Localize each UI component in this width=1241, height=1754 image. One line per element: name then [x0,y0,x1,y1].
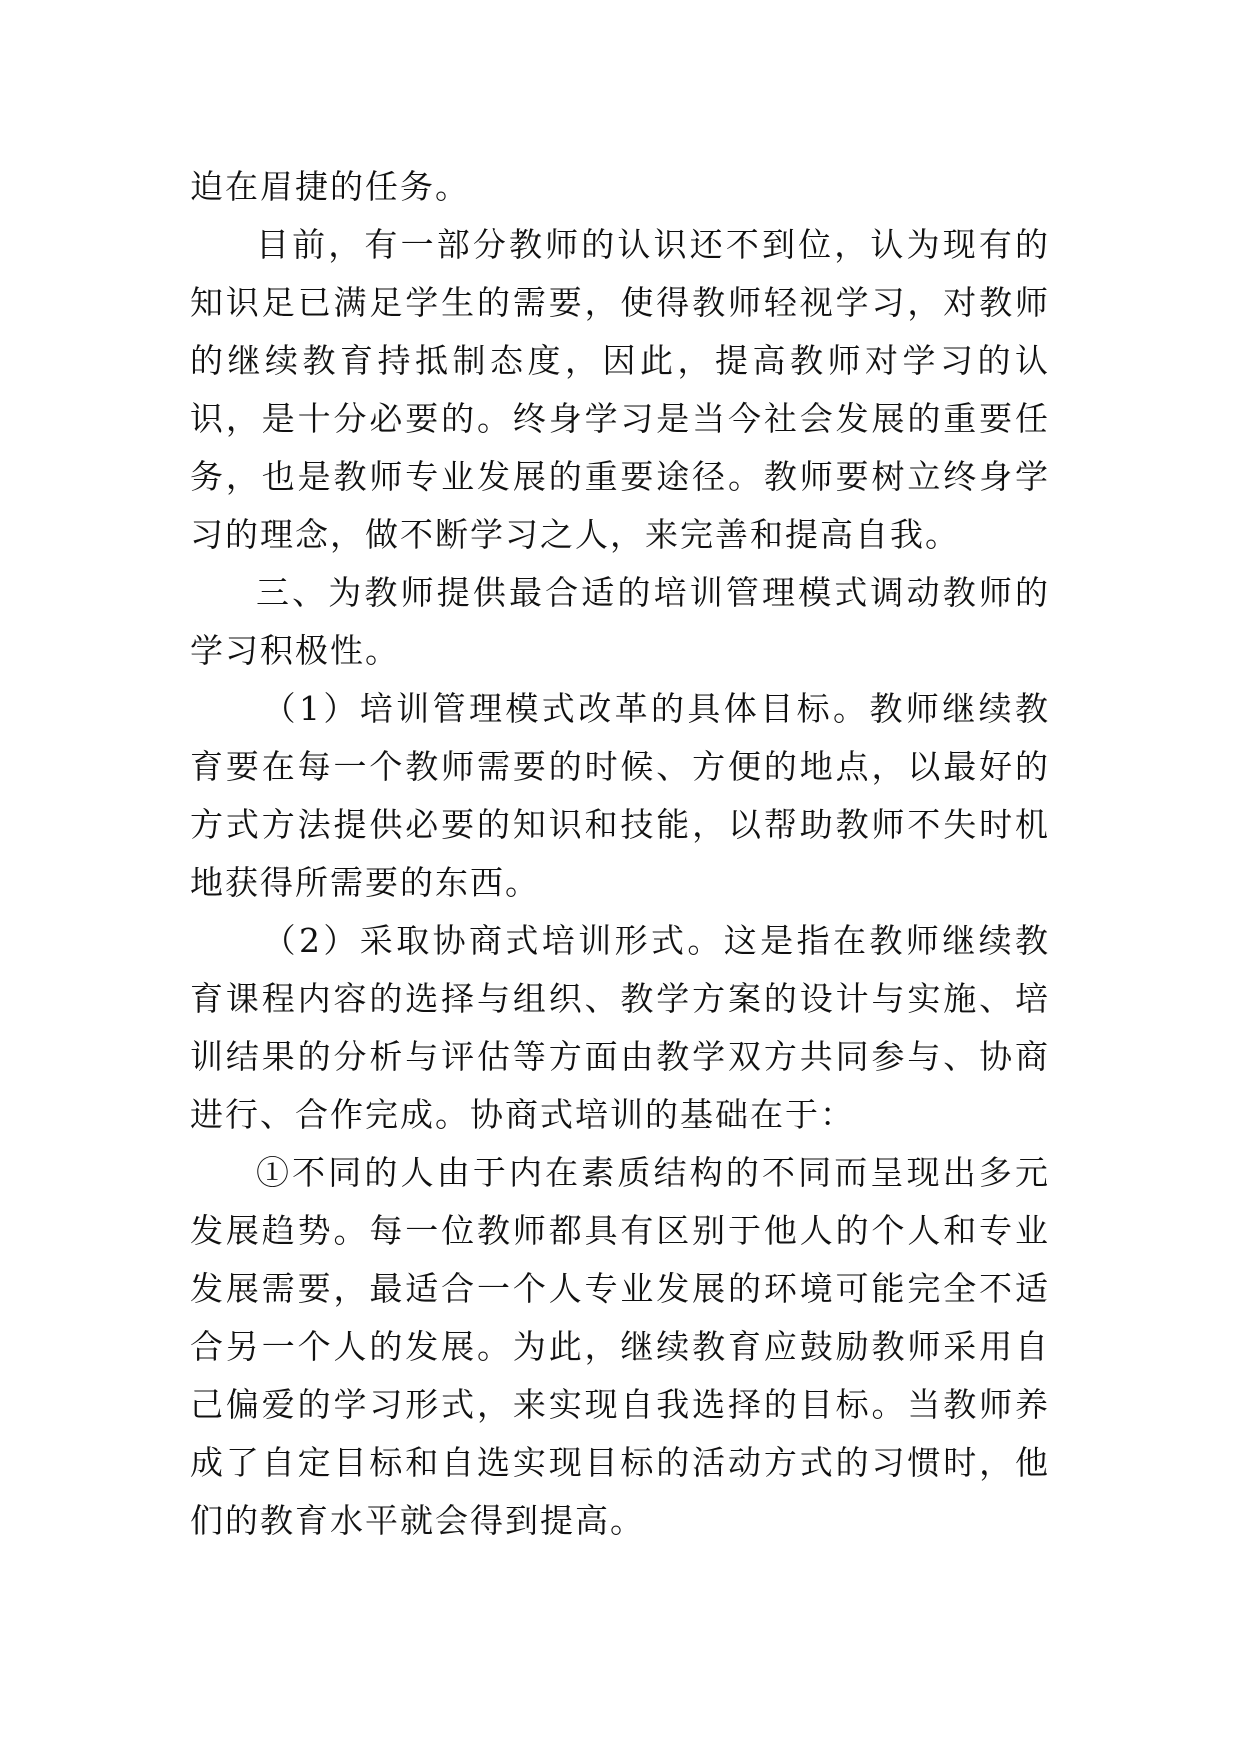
paragraph-teacher-awareness: 目前，有一部分教师的认识还不到位，认为现有的知识足已满足学生的需要，使得教师轻视学习，对教师的继续教育持抵制态度，因此，提高教师对学习的认识，是十分必要的。终身学习是当今社会发展的重要任务，也是教师专业发展的重要途径。教师要树立终身学习的理念，做不断学习之人，来完善和提高自我。 [190,225,1050,554]
section-heading-three: 三、为教师提供最合适的培训管理模式调动教师的学习积极性。 [190,573,1050,670]
paragraph-subitem-1: ①不同的人由于内在素质结构的不同而呈现出多元发展趋势。每一位教师都具有区别于他人的个人和专业发展需要，最适合一个人专业发展的环境可能完全不适合另一个人的发展。为此，继续教育应鼓励教师采用自己偏爱的学习形式，来实现自我选择的目标。当教师养成了自定目标和自选实现目标的活动方式的习惯时，他们的教育水平就会得到提高。 [190,1153,1050,1540]
paragraph-item-2: （2）采取协商式培训形式。这是指在教师继续教育课程内容的选择与组织、教学方案的设计与实施、培训结果的分析与评估等方面由教学双方共同参与、协商进行、合作完成。协商式培训的基础在于： [190,921,1050,1134]
paragraph-continuation: 迫在眉捷的任务。 [190,167,470,206]
paragraph-item-1: （1）培训管理模式改革的具体目标。教师继续教育要在每一个教师需要的时候、方便的地点，以最好的方式方法提供必要的知识和技能，以帮助教师不失时机地获得所需要的东西。 [190,689,1050,902]
document-page [190,158,1050,1550]
